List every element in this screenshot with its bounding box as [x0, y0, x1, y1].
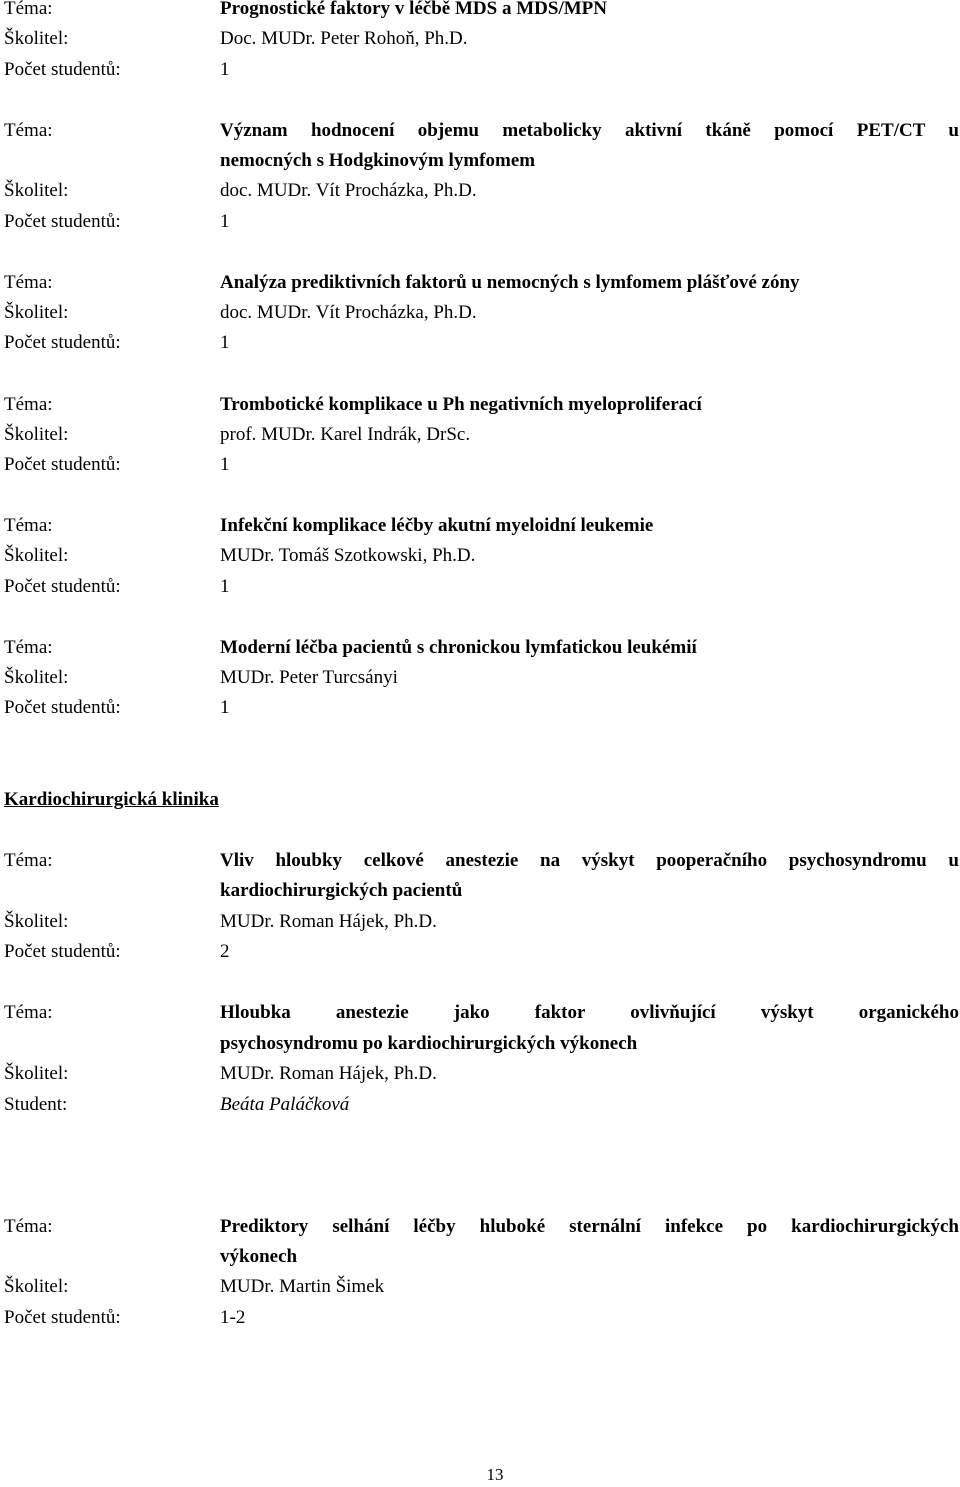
topic-label: Téma:	[4, 1002, 53, 1023]
topic-continuation-row	[0, 1029, 960, 1059]
students-count-row	[0, 328, 960, 358]
students-count-label: Počet studentů:	[4, 332, 121, 353]
topic-label: Téma:	[4, 637, 53, 658]
topic-row	[0, 390, 960, 420]
topic-row	[0, 846, 960, 876]
supervisor-label: Školitel:	[4, 1276, 69, 1297]
students-count-label: Počet studentů:	[4, 697, 121, 718]
students-count-row	[0, 937, 960, 967]
topic-label: Téma:	[4, 272, 53, 293]
topic-continuation-row	[0, 876, 960, 906]
supervisor-name: MUDr. Peter Turcsányi	[220, 667, 398, 688]
topic-title-continuation: psychosyndromu po kardiochirurgických výkonech	[220, 1033, 638, 1054]
supervisor-row	[0, 420, 960, 450]
supervisor-name: MUDr. Tomáš Szotkowski, Ph.D.	[220, 545, 476, 566]
topic-title: Vliv hloubky celkové anestezie na výskyt pooperačního psychosyndromu u	[220, 850, 959, 871]
topic-title: Prognostické faktory v léčbě MDS a MDS/MPN	[220, 0, 607, 19]
topic-title: Hloubka anestezie jako faktor ovlivňující výskyt organického	[220, 1002, 959, 1023]
topic-title: Trombotické komplikace u Ph negativních myeloproliferací	[220, 394, 702, 415]
section-heading: Kardiochirurgická klinika	[4, 789, 219, 810]
topic-label: Téma:	[4, 394, 53, 415]
supervisor-name: doc. MUDr. Vít Procházka, Ph.D.	[220, 180, 477, 201]
topic-continuation-row	[0, 146, 960, 176]
topic-title: Význam hodnocení objemu metabolicky aktivní tkáně pomocí PET/CT u	[220, 120, 959, 141]
topic-row	[0, 116, 960, 146]
students-count-value: 1	[220, 211, 230, 232]
topic-title: Prediktory selhání léčby hluboké sternální infekce po kardiochirurgických	[220, 1216, 959, 1237]
topic-continuation-row	[0, 1242, 960, 1272]
students-count-value: 1	[220, 576, 230, 597]
supervisor-row	[0, 907, 960, 937]
supervisor-name: prof. MUDr. Karel Indrák, DrSc.	[220, 424, 471, 445]
students-count-row	[0, 1303, 960, 1333]
topic-row	[0, 1212, 960, 1242]
topic-row	[0, 0, 960, 24]
supervisor-name: MUDr. Roman Hájek, Ph.D.	[220, 1063, 437, 1084]
supervisor-name: MUDr. Martin Šimek	[220, 1276, 385, 1297]
supervisor-label: Školitel:	[4, 667, 69, 688]
students-count-row	[0, 450, 960, 480]
topic-title-continuation: výkonech	[220, 1246, 298, 1267]
supervisor-label: Školitel:	[4, 180, 69, 201]
topic-title: Analýza prediktivních faktorů u nemocných s lymfomem plášťové zóny	[220, 272, 800, 293]
supervisor-label: Školitel:	[4, 911, 69, 932]
supervisor-label: Školitel:	[4, 1063, 69, 1084]
topic-label: Téma:	[4, 515, 53, 536]
topic-label: Téma:	[4, 850, 53, 871]
supervisor-row	[0, 1059, 960, 1089]
students-count-row	[0, 572, 960, 602]
students-count-value: 1	[220, 697, 230, 718]
supervisor-label: Školitel:	[4, 302, 69, 323]
topic-label: Téma:	[4, 1216, 53, 1237]
topic-row	[0, 633, 960, 663]
supervisor-name: doc. MUDr. Vít Procházka, Ph.D.	[220, 302, 477, 323]
student-row	[0, 1090, 960, 1120]
students-count-label: Počet studentů:	[4, 59, 121, 80]
supervisor-row	[0, 1272, 960, 1302]
students-count-label: Počet studentů:	[4, 454, 121, 475]
supervisor-label: Školitel:	[4, 28, 69, 49]
topic-row	[0, 511, 960, 541]
topic-title: Infekční komplikace léčby akutní myeloidní leukemie	[220, 515, 654, 536]
students-count-label: Počet studentů:	[4, 1307, 121, 1328]
topic-label: Téma:	[4, 0, 53, 19]
supervisor-name: MUDr. Roman Hájek, Ph.D.	[220, 911, 437, 932]
student-name: Beáta Paláčková	[220, 1094, 350, 1115]
supervisor-row	[0, 663, 960, 693]
topic-title-continuation: nemocných s Hodgkinovým lymfomem	[220, 150, 536, 171]
supervisor-row	[0, 176, 960, 206]
supervisor-row	[0, 541, 960, 571]
students-count-label: Počet studentů:	[4, 576, 121, 597]
topic-title: Moderní léčba pacientů s chronickou lymfatickou leukémií	[220, 637, 697, 658]
topic-title-continuation: kardiochirurgických pacientů	[220, 880, 463, 901]
student-label: Student:	[4, 1094, 68, 1115]
topic-label: Téma:	[4, 120, 53, 141]
students-count-row	[0, 693, 960, 723]
students-count-row	[0, 207, 960, 237]
students-count-row	[0, 55, 960, 85]
students-count-value: 1	[220, 59, 230, 80]
students-count-label: Počet studentů:	[4, 941, 121, 962]
students-count-value: 1-2	[220, 1307, 246, 1328]
topic-row	[0, 998, 960, 1028]
supervisor-name: Doc. MUDr. Peter Rohoň, Ph.D.	[220, 28, 468, 49]
students-count-value: 2	[220, 941, 230, 962]
supervisor-row	[0, 24, 960, 54]
students-count-value: 1	[220, 454, 230, 475]
supervisor-label: Školitel:	[4, 424, 69, 445]
students-count-value: 1	[220, 332, 230, 353]
page-number: 13	[486, 1465, 504, 1484]
topic-row	[0, 268, 960, 298]
students-count-label: Počet studentů:	[4, 211, 121, 232]
supervisor-row	[0, 298, 960, 328]
supervisor-label: Školitel:	[4, 545, 69, 566]
